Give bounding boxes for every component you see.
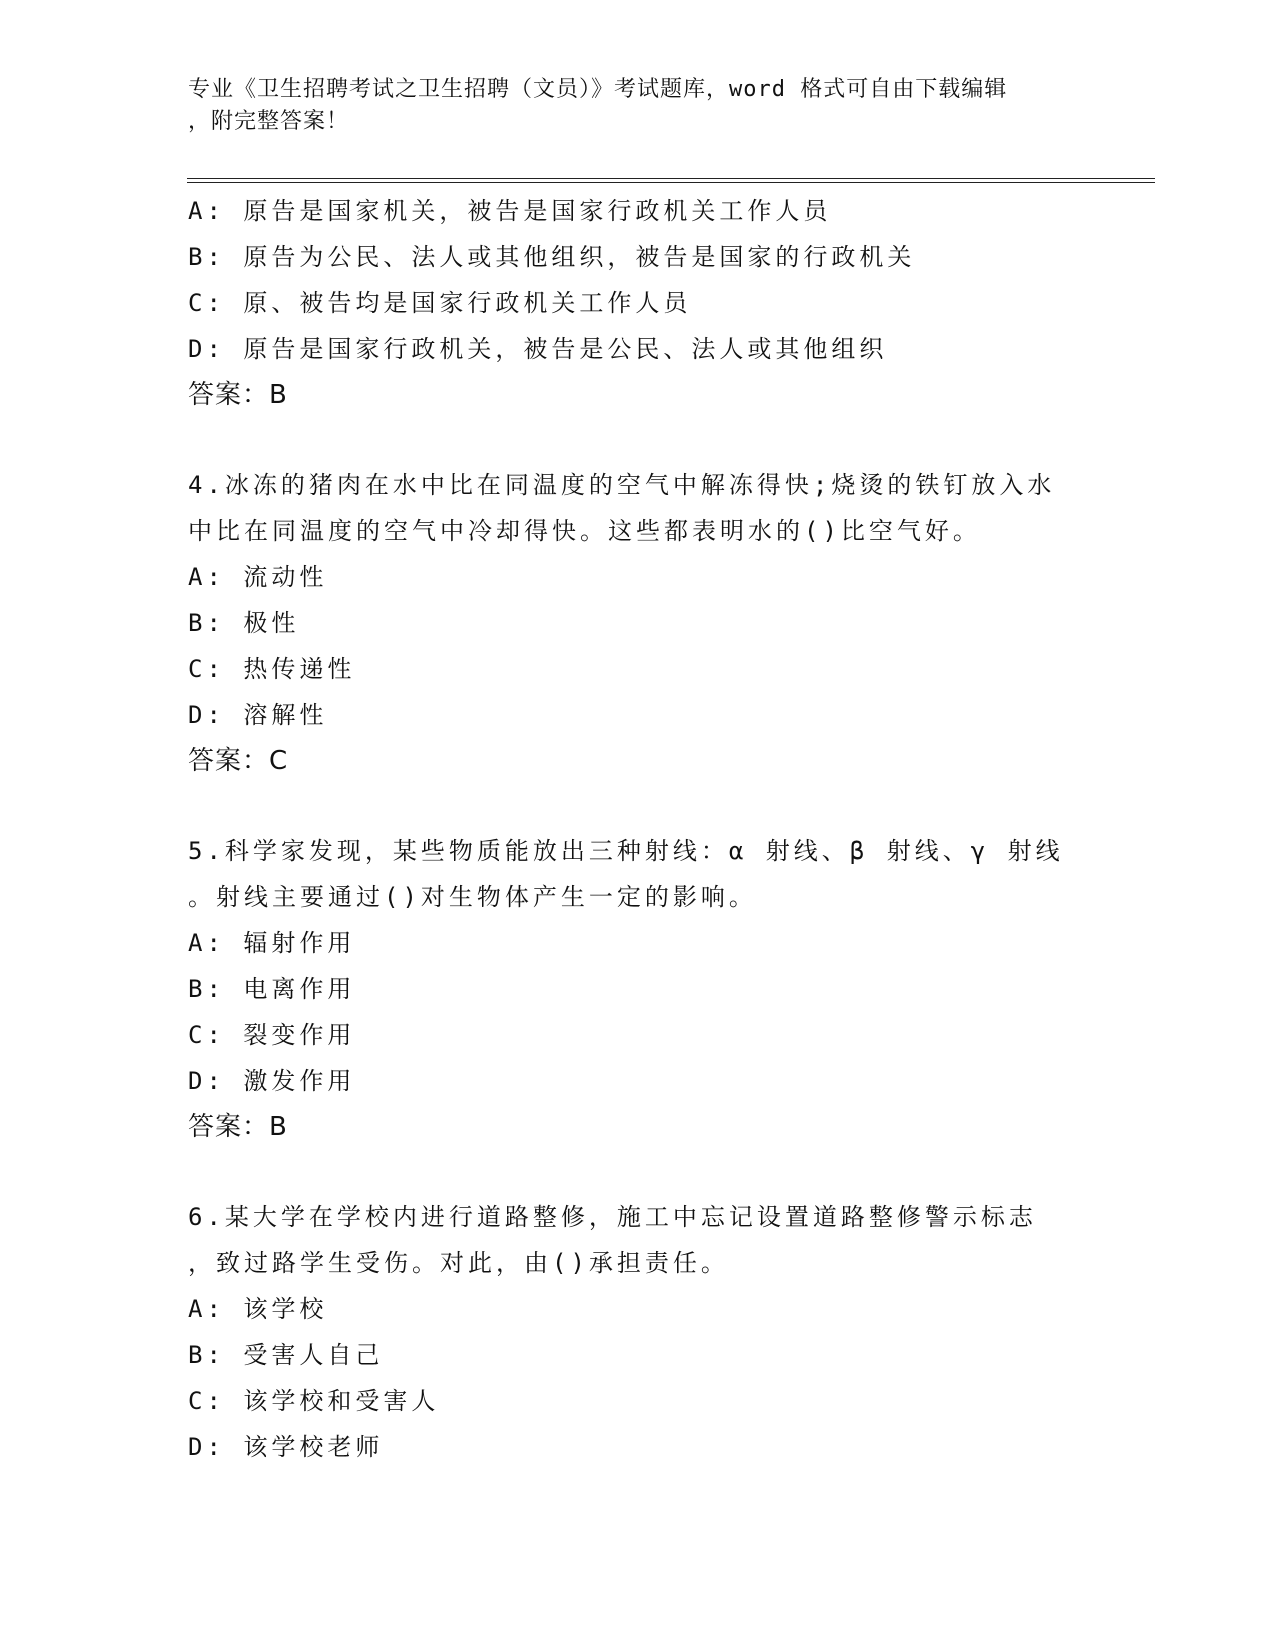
option-b: B: 受害人自己 xyxy=(188,1341,384,1369)
question-stem-line-1: 4.冰冻的猪肉在水中比在同温度的空气中解冻得快;烧烫的铁钉放入水 xyxy=(188,471,1056,499)
spacer xyxy=(188,784,1088,828)
option-b: B: 电离作用 xyxy=(188,975,356,1003)
spacer xyxy=(188,418,1088,462)
question-4 xyxy=(188,462,1088,784)
question-stem-line-1: 5.科学家发现，某些物质能放出三种射线：α 射线、β 射线、γ 射线 xyxy=(188,837,1064,865)
question-stem-line-1: 6.某大学在学校内进行道路整修，施工中忘记设置道路整修警示标志 xyxy=(188,1203,1037,1231)
option-a: A: 辐射作用 xyxy=(188,929,356,957)
option-d: D: 原告是国家行政机关，被告是公民、法人或其他组织 xyxy=(188,335,888,363)
question-stem-line-2: 。射线主要通过()对生物体产生一定的影响。 xyxy=(188,883,757,911)
question-list xyxy=(188,188,1088,1470)
document-header xyxy=(188,74,1088,138)
question-5 xyxy=(188,828,1088,1150)
question-6 xyxy=(188,1194,1088,1470)
option-d: D: 该学校老师 xyxy=(188,1433,384,1461)
question-stem-line-2: ，致过路学生受伤。对此，由()承担责任。 xyxy=(188,1249,729,1277)
option-b: B: 原告为公民、法人或其他组织，被告是国家的行政机关 xyxy=(188,243,916,271)
option-c: C: 该学校和受害人 xyxy=(188,1387,440,1415)
header-line-1: 专业《卫生招聘考试之卫生招聘（文员）》考试题库，word 格式可自由下载编辑 xyxy=(188,77,1008,102)
option-d: D: 溶解性 xyxy=(188,701,328,729)
option-a: A: 该学校 xyxy=(188,1295,328,1323)
option-c: C: 裂变作用 xyxy=(188,1021,356,1049)
spacer xyxy=(188,1150,1088,1194)
option-c: C: 原、被告均是国家行政机关工作人员 xyxy=(188,289,692,317)
option-a: A: 流动性 xyxy=(188,563,328,591)
answer-line: 答案：C xyxy=(188,746,289,776)
option-d: D: 激发作用 xyxy=(188,1067,356,1095)
answer-line: 答案：B xyxy=(188,380,288,410)
answer-line: 答案：B xyxy=(188,1112,288,1142)
option-c: C: 热传递性 xyxy=(188,655,356,683)
question-stem-line-2: 中比在同温度的空气中冷却得快。这些都表明水的()比空气好。 xyxy=(188,517,981,545)
header-divider xyxy=(187,178,1155,183)
option-a: A: 原告是国家机关，被告是国家行政机关工作人员 xyxy=(188,197,832,225)
question-3 xyxy=(188,188,1088,418)
option-b: B: 极性 xyxy=(188,609,300,637)
header-line-2: ，附完整答案！ xyxy=(188,109,350,134)
